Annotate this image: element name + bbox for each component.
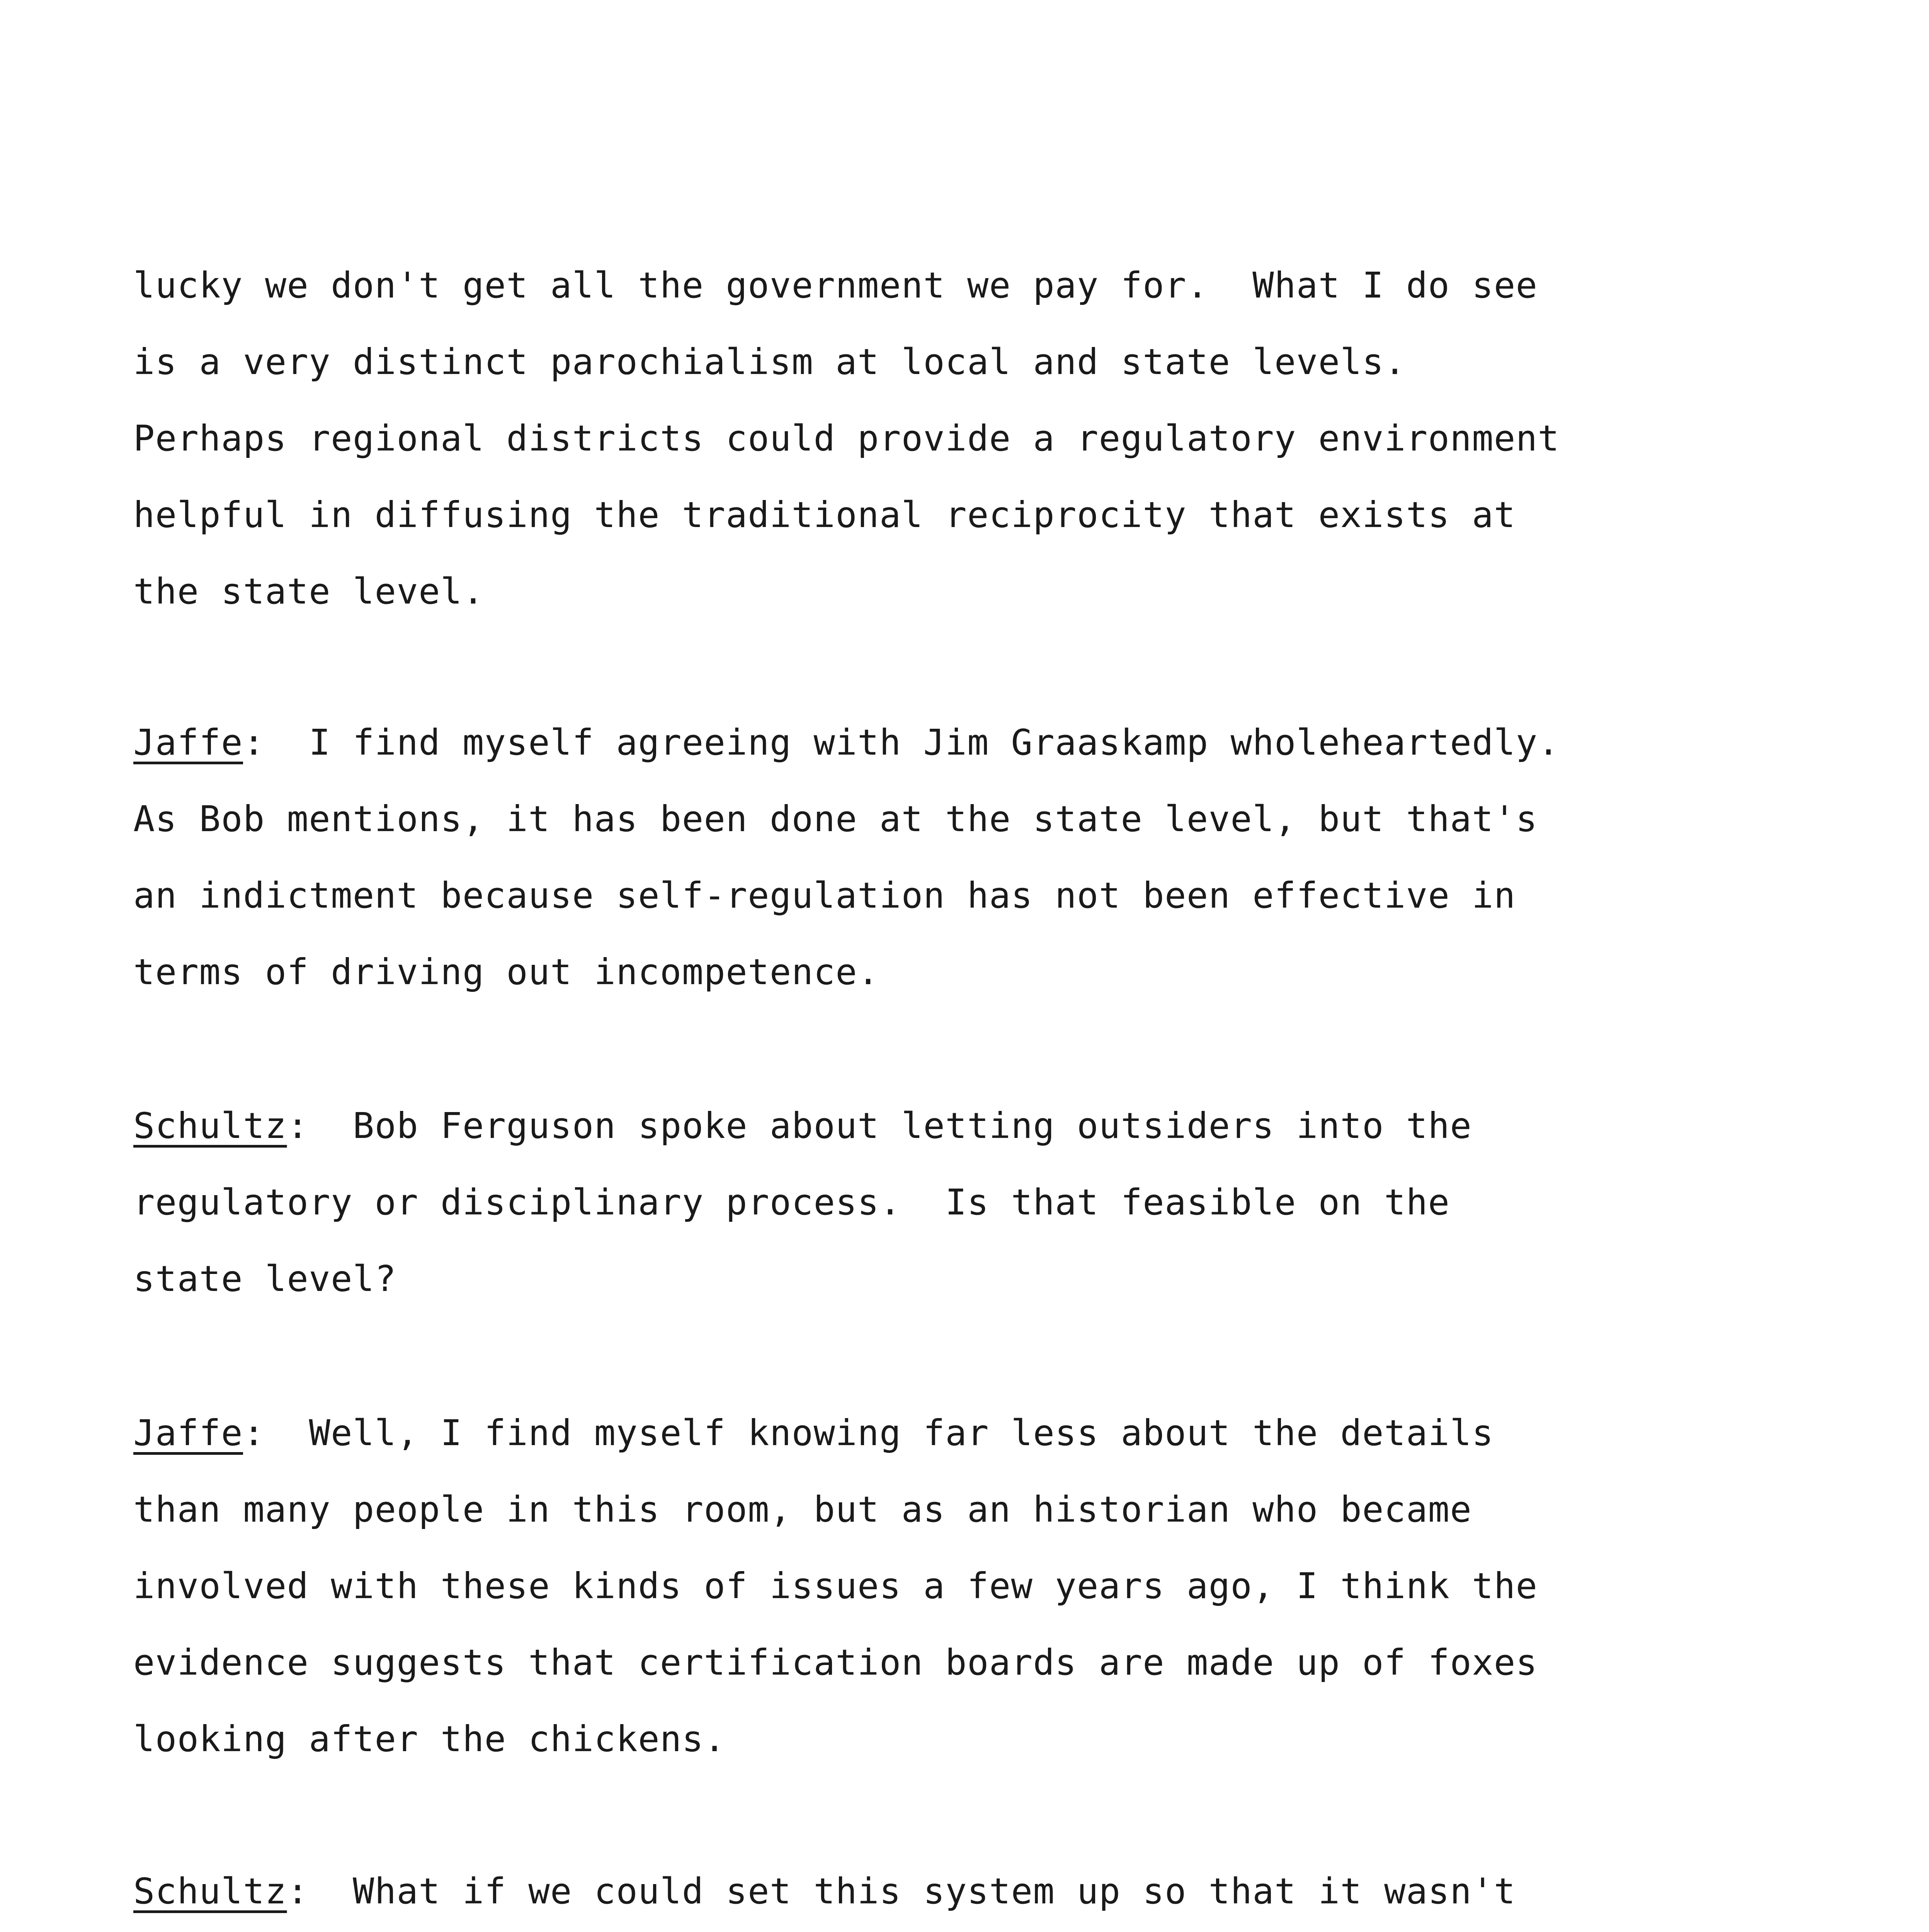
paragraph-continuation [133,247,1834,630]
text-line [133,704,1834,781]
text-line: state level? [133,1258,397,1299]
text-line: regulatory or disciplinary process. Is that feasible on the [133,1182,1450,1223]
speaker-name: Schultz [133,1105,287,1146]
text-line: than many people in this room, but as an historian who became [133,1489,1472,1530]
text-line: the state level. [133,571,485,612]
text-line [133,1853,1834,1930]
paragraph-jaffe-1 [133,704,1834,1010]
text-line [133,1395,1834,1471]
speech-text: : What if we could set this system up so that it wasn't [287,1871,1516,1912]
paragraph-schultz-2 [133,1853,1834,1932]
text-line: involved with these kinds of issues a few years ago, I think the [133,1565,1538,1607]
speaker-name: Schultz [133,1871,287,1912]
text-line: evidence suggests that certification boards are made up of foxes [133,1642,1538,1683]
text-line: Perhaps regional districts could provide a regulatory environment [133,418,1560,459]
paragraph-schultz-1 [133,1088,1834,1317]
speaker-name: Jaffe [133,722,243,763]
text-line: helpful in diffusing the traditional reciprocity that exists at [133,494,1516,536]
speech-text: : I find myself agreeing with Jim Graaskamp wholeheartedly. [243,722,1560,763]
speech-text: : Bob Ferguson spoke about letting outsiders into the [287,1105,1472,1146]
paragraph-jaffe-2 [133,1395,1834,1777]
speech-text: : Well, I find myself knowing far less about the details [243,1412,1494,1454]
text-line: an indictment because self-regulation has not been effective in [133,875,1516,916]
text-line: looking after the chickens. [133,1718,726,1760]
text-line: lucky we don't get all the government we pay for. What I do see [133,265,1538,306]
text-line: As Bob mentions, it has been done at the state level, but that's [133,798,1538,840]
text-line [133,1930,1834,1932]
speaker-name: Jaffe [133,1412,243,1454]
text-line: terms of driving out incompetence. [133,951,879,993]
text-line: is a very distinct parochialism at local and state levels. [133,341,1406,383]
text-line [133,1088,1834,1164]
